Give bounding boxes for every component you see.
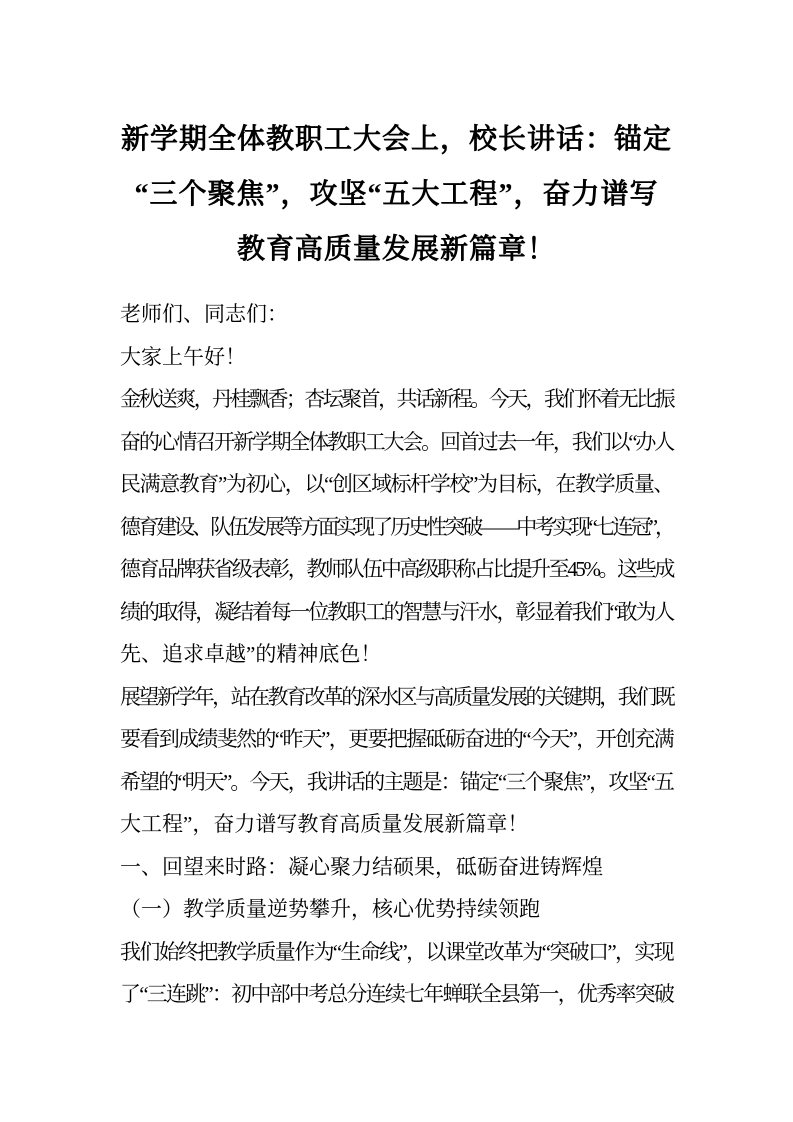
text-line: 绩的取得，凝结着每一位教职工的智慧与汗水，彰显着我们“敢为人 xyxy=(120,599,673,624)
text-line: 奋的心情召开新学期全体教职工大会。回首过去一年，我们以“办人 xyxy=(120,429,673,454)
text-line: 德育建设、队伍发展等方面实现了历史性突破——中考实现“七连冠”， xyxy=(120,514,673,539)
text-line: 金秋送爽，丹桂飘香；杏坛聚首，共话新程。今天，我们怀着无比振 xyxy=(120,387,673,411)
paragraph xyxy=(120,293,673,336)
text-line: 我们始终把教学质量作为“生命线”，以课堂改革为“突破口”，实现 xyxy=(120,939,673,964)
text-line: 了“三连跳”：初中部中考总分连续七年蝉联全县第一，优秀率突破 xyxy=(120,982,673,1006)
document-title xyxy=(120,112,673,277)
text-line: 一、回望来时路：凝心聚力结硕果，砥砺奋进铸辉煌 xyxy=(120,854,603,879)
text-line: 德育品牌获省级表彰，教师队伍中高级职称占比提升至45%。这些成 xyxy=(120,557,673,581)
text-line: 大工程”，奋力谱写教育高质量发展新篇章！ xyxy=(120,812,529,836)
title-line: 新学期全体教职工大会上，校长讲话：锚定 xyxy=(120,124,672,155)
text-line: 先、追求卓越”的精神底色！ xyxy=(120,642,382,666)
paragraph xyxy=(120,846,673,889)
text-line: 希望的“明天”。今天，我讲话的主题是：锚定“三个聚焦”，攻坚“五 xyxy=(120,769,673,794)
paragraph xyxy=(120,888,673,931)
paragraph xyxy=(120,378,673,676)
paragraph xyxy=(120,336,673,379)
text-line: 老师们、同志们： xyxy=(120,302,288,326)
text-line: （一）教学质量逆势攀升，核心优势持续领跑 xyxy=(120,897,540,921)
document-body xyxy=(120,293,673,1016)
paragraph xyxy=(120,931,673,1016)
text-line: 展望新学年，站在教育改革的深水区与高质量发展的关键期，我们既 xyxy=(120,684,673,709)
text-line: 大家上午好！ xyxy=(120,344,246,369)
text-line: 民满意教育”为初心，以“创区域标杆学校”为目标，在教学质量、 xyxy=(120,472,673,496)
text-line: 要看到成绩斐然的“昨天”，更要把握砥砺奋进的“今天”，开创充满 xyxy=(120,727,673,751)
title-line: 教育高质量发展新篇章！ xyxy=(236,234,556,265)
paragraph xyxy=(120,676,673,846)
title-line: “三个聚焦”，攻坚“五大工程”，奋力谱写 xyxy=(134,179,659,210)
